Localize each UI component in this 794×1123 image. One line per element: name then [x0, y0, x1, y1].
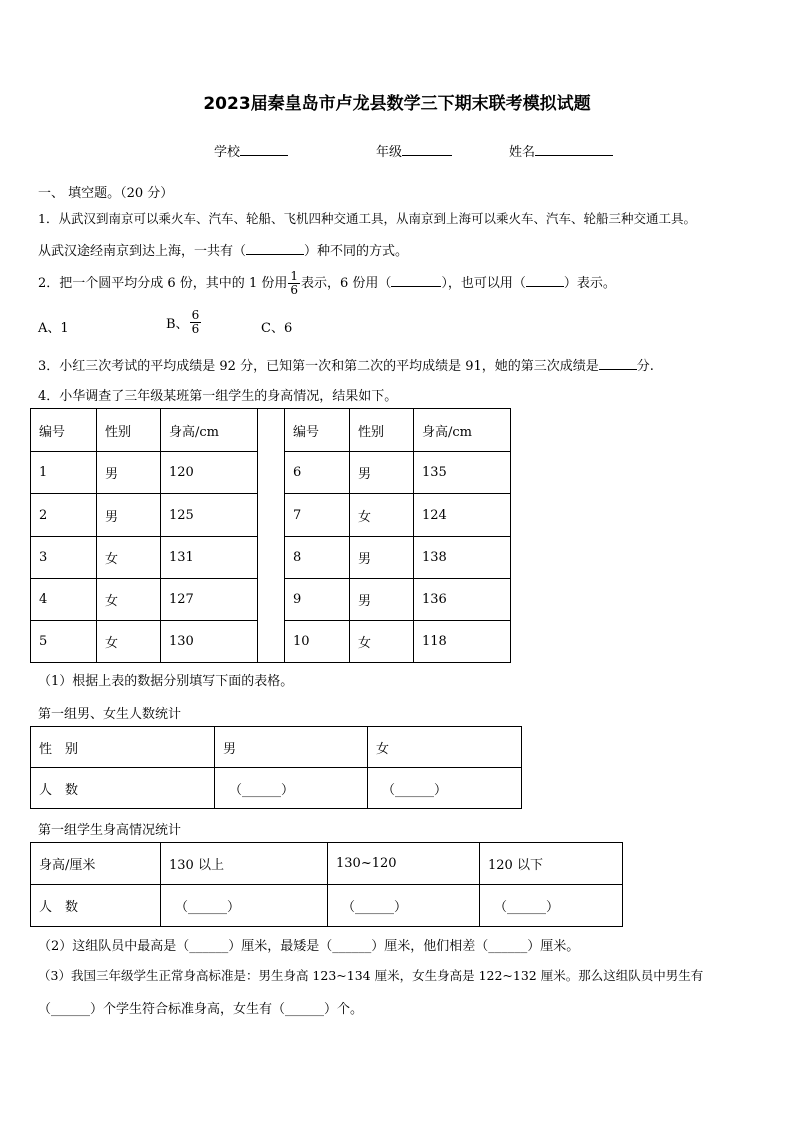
male-count-blank[interactable]: （______）	[215, 768, 368, 809]
cell-id: 6	[285, 452, 350, 494]
cell-gender: 男	[350, 579, 414, 621]
table-2-title: 第一组男、女生人数统计	[38, 707, 182, 722]
option-a[interactable]: A、1	[38, 321, 69, 336]
height-data-table	[30, 408, 511, 663]
cell-gender: 男	[97, 494, 161, 537]
grade-blank[interactable]	[402, 142, 452, 156]
fraction-six-sixths	[190, 309, 202, 336]
question-1-line1: 1．从武汉到南京可以乘火车、汽车、轮船、飞机四种交通工具，从南京到上海可以乘火车、汽车、轮船三种交通工具。	[38, 211, 696, 226]
cell-gender: 女	[350, 494, 414, 537]
cell-height: 125	[161, 494, 258, 537]
name-field	[509, 141, 613, 160]
question-2-text-mid: 表示，6 份用（	[300, 276, 392, 291]
cell-gender: 女	[97, 537, 161, 579]
question-2-blank-1[interactable]	[391, 273, 441, 287]
page-title: 2023届秦皇岛市卢龙县数学三下期末联考模拟试题	[203, 94, 591, 114]
below-120-blank[interactable]: （______）	[480, 885, 623, 927]
cell-height: 131	[161, 537, 258, 579]
fraction-denominator: 6	[290, 283, 298, 297]
question-1-text-end: ）种不同的方式。	[304, 244, 409, 259]
cell-id: 10	[285, 621, 350, 663]
cell-height: 135	[414, 452, 511, 494]
question-4-intro: 4．小华调查了三年级某班第一组学生的身高情况，结果如下。	[38, 389, 398, 404]
question-2-text-end: ）表示。	[563, 276, 616, 291]
school-blank[interactable]	[240, 142, 288, 156]
fraction-numerator: 1	[290, 269, 298, 283]
cell-range-below-120: 120 以下	[480, 843, 623, 885]
cell-height-label: 身高/厘米	[31, 843, 161, 885]
cell-height: 118	[414, 621, 511, 663]
question-2-blank-2[interactable]	[526, 273, 564, 287]
sub-question-1: （1）根据上表的数据分别填写下面的表格。	[38, 674, 294, 689]
question-2	[38, 270, 616, 297]
fraction-one-sixth	[288, 270, 300, 297]
header-cell-id: 编号	[285, 409, 350, 452]
cell-gender-label: 性 别	[31, 727, 215, 768]
gender-count-table	[30, 726, 522, 809]
question-2-text: 2．把一个圆平均分成 6 份，其中的 1 份用	[38, 276, 288, 291]
height-range-table	[30, 842, 623, 927]
question-1-blank[interactable]	[246, 241, 304, 255]
sub-question-3-line1: （3）我国三年级学生正常身高标准是：男生身高 123~134 厘米，女生身高是 122~132 厘米。那么这组队员中男生有	[38, 968, 704, 983]
section-heading: 一、 填空题。（20 分）	[38, 186, 174, 201]
cell-height: 120	[161, 452, 258, 494]
school-field	[214, 141, 288, 160]
sub-question-2: （2）这组队员中最高是（______）厘米，最矮是（______）厘米，他们相差（______）厘米。	[38, 939, 580, 954]
cell-gender: 女	[97, 579, 161, 621]
cell-gender: 男	[97, 452, 161, 494]
question-3-text-end: 分.	[636, 359, 654, 374]
cell-range-above-130: 130 以上	[161, 843, 328, 885]
cell-female: 女	[368, 727, 522, 768]
cell-gender: 女	[97, 621, 161, 663]
cell-id: 9	[285, 579, 350, 621]
grade-label: 年级	[376, 145, 403, 160]
option-b[interactable]	[166, 309, 202, 336]
cell-count-label: 人 数	[31, 768, 215, 809]
sub-question-3-line2: （______）个学生符合标准身高，女生有（______）个。	[38, 1002, 364, 1017]
cell-height: 124	[414, 494, 511, 537]
cell-count-label: 人 数	[31, 885, 161, 927]
header-cell-height: 身高/cm	[414, 409, 511, 452]
cell-gender: 男	[350, 452, 414, 494]
cell-gender: 男	[350, 537, 414, 579]
header-cell-gender: 性别	[350, 409, 414, 452]
header-cell-height: 身高/cm	[161, 409, 258, 452]
cell-id: 5	[31, 621, 97, 663]
school-label: 学校	[214, 145, 241, 160]
question-1-text: 从武汉途经南京到达上海，一共有（	[38, 244, 247, 259]
cell-gender: 女	[350, 621, 414, 663]
cell-height: 130	[161, 621, 258, 663]
cell-id: 8	[285, 537, 350, 579]
table-divider	[258, 409, 285, 663]
table-row	[31, 727, 522, 768]
name-label: 姓名	[509, 145, 536, 160]
question-1-line2	[38, 240, 408, 259]
cell-id: 1	[31, 452, 97, 494]
table-row	[31, 885, 623, 927]
cell-id: 2	[31, 494, 97, 537]
fraction-denominator: 6	[191, 322, 200, 336]
above-130-blank[interactable]: （______）	[161, 885, 328, 927]
question-3	[38, 355, 654, 374]
fraction-numerator: 6	[191, 308, 200, 322]
header-cell-id: 编号	[31, 409, 97, 452]
cell-range-120-130: 130~120	[328, 843, 480, 885]
table-row	[31, 843, 623, 885]
option-c[interactable]: C、6	[261, 321, 293, 336]
question-3-text: 3．小红三次考试的平均成绩是 92 分，已知第一次和第二次的平均成绩是 91，她的第三次成绩是	[38, 359, 599, 374]
cell-height: 138	[414, 537, 511, 579]
question-2-text-mid2: ），也可以用（	[441, 276, 526, 291]
cell-id: 7	[285, 494, 350, 537]
cell-id: 3	[31, 537, 97, 579]
cell-height: 136	[414, 579, 511, 621]
header-cell-gender: 性别	[97, 409, 161, 452]
name-blank[interactable]	[535, 142, 613, 156]
range-120-130-blank[interactable]: （______）	[328, 885, 480, 927]
grade-field	[376, 141, 452, 160]
question-3-blank[interactable]	[599, 356, 637, 370]
cell-height: 127	[161, 579, 258, 621]
cell-male: 男	[215, 727, 368, 768]
cell-id: 4	[31, 579, 97, 621]
table-3-title: 第一组学生身高情况统计	[38, 823, 182, 838]
option-b-label: B、	[166, 317, 189, 332]
table-row	[31, 768, 522, 809]
female-count-blank[interactable]: （______）	[368, 768, 522, 809]
table-header-row	[31, 409, 511, 452]
